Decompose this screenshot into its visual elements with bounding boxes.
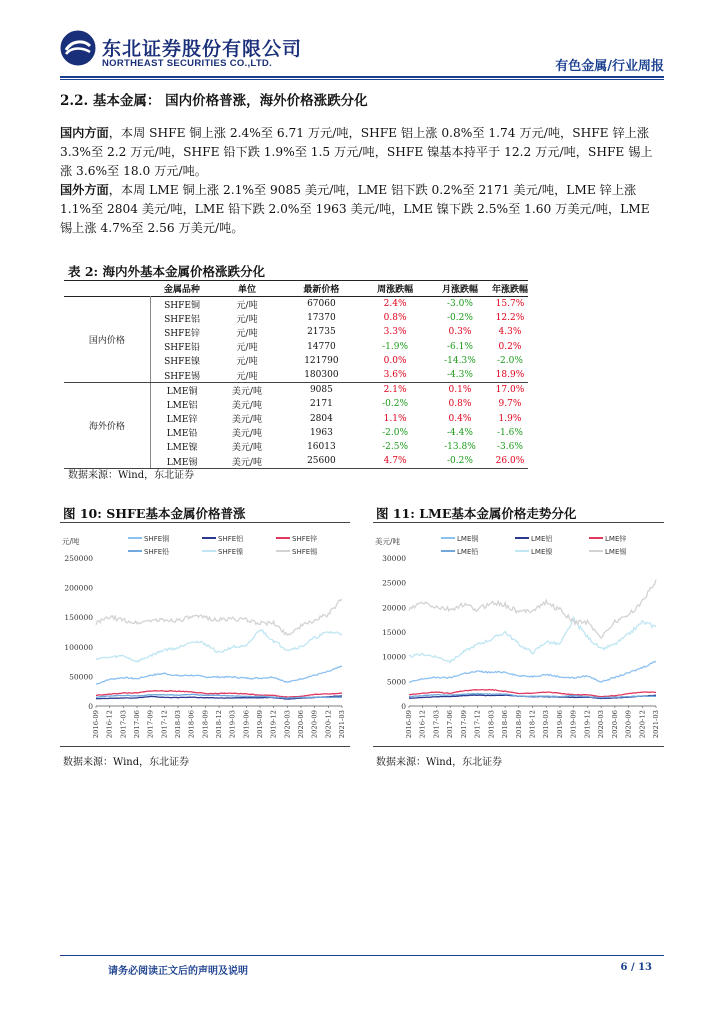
legend-label: LME镍 <box>531 548 553 556</box>
series-line <box>409 661 656 682</box>
series-line <box>409 580 656 638</box>
x-tick-label: 2018-12 <box>215 710 223 739</box>
domestic-paragraph <box>60 124 664 181</box>
table-cell-unit: 美元/吨 <box>213 454 280 469</box>
table-cell-unit: 元/吨 <box>236 357 258 368</box>
legend-label: SHFE锌 <box>292 535 318 543</box>
table-cell-unit: 美元/吨 <box>231 386 262 397</box>
table-cell-yr: 1.9% <box>498 413 522 424</box>
table-cell-wk: -0.2% <box>382 399 409 410</box>
overseas-text: ，本周 LME 铜上涨 2.1%至 9085 美元/吨，LME 铝下跌 0.2%至 2171 美元/吨，LME 锌上涨 1.1%至 2804 美元/吨，LME 铅下跌 2.0%至 1963 美元/吨，LME 镍下跌 2.5%至 1.60 万美元/吨，LME 锡上涨 4.7%至 2.56 万美元/吨。 <box>60 183 650 235</box>
y-tick-label: 200000 <box>64 583 93 593</box>
x-tick-label: 2017-12 <box>473 710 482 739</box>
domestic-text: ，本周 SHFE 铜上涨 2.4%至 6.71 万元/吨，SHFE 铝上涨 0.8%至 1.74 万元/吨，SHFE 锌上涨 3.3%至 2.2 万元/吨，SHFE 铅下跌 1.9%至 1.5 万元/吨，SHFE 镍基本持平于 12.2 万元/吨，SHFE 锡上涨 3.6%至 18.0 万元/吨。 <box>60 126 653 178</box>
x-tick-label: 2017-06 <box>446 710 455 739</box>
x-tick-label: 2019-12 <box>269 710 278 739</box>
group-label: 海外价格 <box>64 383 150 469</box>
fig11-divider <box>373 522 664 523</box>
table-cell-name: SHFE镍 <box>164 357 200 368</box>
table-cell-mo: -6.1% <box>447 341 473 352</box>
x-tick-label: 2018-03 <box>174 710 182 739</box>
fig10-title: 图 10: SHFE基本金属价格普涨 <box>63 506 246 521</box>
x-tick-label: 2020-09 <box>624 710 633 739</box>
x-tick-label: 2019-03 <box>542 710 551 739</box>
table-header-cell: 最新价格 <box>303 285 340 295</box>
table-cell-name: LME铅 <box>166 429 198 440</box>
x-tick-label: 2021-03 <box>652 710 660 739</box>
fig10-source: 数据来源：Wind，东北证券 <box>63 757 190 768</box>
x-tick-label: 2018-03 <box>487 710 496 739</box>
overseas-lead: 国外方面 <box>60 183 109 197</box>
x-tick-label: 2016-09 <box>405 710 413 739</box>
x-tick-label: 2017-03 <box>432 710 441 739</box>
table-cell-wk: 2.4% <box>383 299 407 310</box>
y-tick-label: 100000 <box>64 642 93 652</box>
x-tick-label: 2018-06 <box>187 710 196 739</box>
y-tick-label: 250000 <box>64 554 93 563</box>
x-tick-label: 2016-09 <box>92 710 100 739</box>
table-cell-price: 67060 <box>307 299 336 310</box>
table-cell-name: LME锡 <box>150 454 213 469</box>
table-cell-price: 9085 <box>309 385 333 396</box>
y-tick-label: 0 <box>88 702 93 711</box>
x-tick-label: 2018-06 <box>501 710 510 739</box>
metal-price-table <box>64 280 528 469</box>
table-cell-name: SHFE锌 <box>164 328 200 339</box>
header-divider <box>60 76 664 78</box>
table-cell-unit: 元/吨 <box>236 300 258 311</box>
table-cell-price: 1963 <box>309 427 333 438</box>
table-cell-price: 21735 <box>307 327 336 338</box>
table-cell-mo: -13.8% <box>444 441 476 452</box>
table-cell-name: LME铜 <box>166 386 198 397</box>
table-cell-wk: 1.1% <box>383 413 407 424</box>
legend-label: SHFE镍 <box>218 548 244 556</box>
footer-disclaimer-note: 请务必阅读正文后的声明及说明 <box>108 966 248 977</box>
table-cell-mo: -0.2% <box>447 313 473 324</box>
table-cell-unit: 美元/吨 <box>231 400 262 411</box>
table-cell-yr: -2.0% <box>497 355 523 366</box>
y-tick-label: 25000 <box>382 578 406 588</box>
table-cell-yr: 26.0% <box>492 454 528 469</box>
table-cell-mo: 0.4% <box>448 413 472 424</box>
y-tick-label: 0 <box>401 702 406 711</box>
x-tick-label: 2020-12 <box>324 710 333 739</box>
table-cell-name: LME锌 <box>166 415 198 426</box>
table-cell-wk: 0.0% <box>383 355 407 366</box>
table-header-row <box>64 281 528 297</box>
table-cell-yr: 15.7% <box>495 299 525 310</box>
x-tick-label: 2020-06 <box>610 710 619 739</box>
page-number: 6 / 13 <box>620 962 652 973</box>
table-cell-price: 121790 <box>304 355 339 366</box>
x-tick-label: 2019-03 <box>228 710 237 739</box>
x-tick-label: 2020-12 <box>638 710 647 739</box>
table-cell-price: 16013 <box>307 441 336 452</box>
x-tick-label: 2019-06 <box>555 710 564 739</box>
series-line <box>96 666 342 684</box>
table-cell-name: SHFE铝 <box>164 314 200 325</box>
x-tick-label: 2020-03 <box>597 710 606 739</box>
x-tick-label: 2017-12 <box>160 710 169 739</box>
table-header-cell <box>64 281 150 297</box>
table-cell-wk: 0.8% <box>383 313 407 324</box>
legend-label: SHFE铅 <box>144 548 170 556</box>
table-cell-name: SHFE铅 <box>164 343 200 354</box>
series-line <box>96 630 342 662</box>
table-cell-unit: 美元/吨 <box>231 415 262 426</box>
table-cell-unit: 元/吨 <box>213 368 280 383</box>
series-line <box>96 599 342 635</box>
table-cell-unit: 元/吨 <box>236 343 258 354</box>
table-cell-wk: 2.1% <box>383 385 407 396</box>
x-tick-label: 2017-09 <box>459 710 468 739</box>
table-row <box>64 383 528 398</box>
table-cell-wk: -1.9% <box>382 341 409 352</box>
table-cell-unit: 美元/吨 <box>231 429 262 440</box>
table-cell-unit: 元/吨 <box>236 314 258 325</box>
table-cell-price: 2171 <box>309 399 333 410</box>
table-cell-mo: -14.3% <box>444 355 476 366</box>
y-tick-label: 50000 <box>69 672 93 682</box>
y-tick-label: 10000 <box>382 652 406 662</box>
table-cell-mo: -4.4% <box>447 427 473 438</box>
fig10-bottom-divider <box>60 746 350 747</box>
x-tick-label: 2017-06 <box>133 710 141 739</box>
y-tick-label: 30000 <box>382 554 406 563</box>
overseas-paragraph <box>60 181 664 238</box>
x-tick-label: 2017-09 <box>146 710 155 739</box>
legend-label: SHFE锡 <box>292 548 318 556</box>
table-header-cell: 年涨跌幅 <box>491 285 528 295</box>
table-cell-yr: 0.2% <box>498 341 522 352</box>
table-cell-wk: 4.7% <box>362 454 428 469</box>
y-tick-label: 20000 <box>382 603 406 613</box>
table-cell-price: 2804 <box>309 413 333 424</box>
table-cell-wk: -2.5% <box>382 441 409 452</box>
table-cell-mo: -0.2% <box>428 454 492 469</box>
table-cell-name: LME铝 <box>166 400 198 411</box>
table-cell-yr: 18.9% <box>492 368 528 383</box>
table-cell-yr: 9.7% <box>498 399 522 410</box>
shfe-price-chart <box>60 528 350 743</box>
table-cell-mo: -3.0% <box>447 299 473 310</box>
table-header-cell: 周涨跌幅 <box>377 285 414 295</box>
legend-label: LME铝 <box>531 535 553 543</box>
x-tick-label: 2019-12 <box>583 710 592 739</box>
x-tick-label: 2020-09 <box>310 710 319 739</box>
table-cell-name: SHFE铜 <box>164 300 200 311</box>
table-cell-yr: 17.0% <box>495 385 525 396</box>
y-tick-label: 150000 <box>64 613 93 623</box>
lme-price-chart <box>373 528 664 743</box>
table-cell-mo: 0.1% <box>448 385 472 396</box>
table-cell-wk: 3.3% <box>383 327 407 338</box>
table-title: 表 2: 海内外基本金属价格涨跌分化 <box>68 264 266 279</box>
y-tick-label: 5000 <box>386 677 406 687</box>
legend-label: LME锌 <box>605 535 627 543</box>
y-unit-label: 元/吨 <box>62 537 80 546</box>
table-cell-wk: 3.6% <box>362 368 428 383</box>
table-cell-yr: 4.3% <box>498 327 522 338</box>
table-cell-price: 180300 <box>281 368 363 383</box>
group-label: 国内价格 <box>64 297 150 383</box>
company-name-cn: 东北证券股份有限公司 <box>102 38 303 60</box>
x-tick-label: 2020-03 <box>283 710 292 739</box>
x-tick-label: 2018-09 <box>201 710 210 739</box>
x-tick-label: 2016-12 <box>105 710 114 739</box>
y-unit-label: 美元/吨 <box>375 537 401 546</box>
table-header-cell: 月涨跌幅 <box>441 285 478 295</box>
table-cell-unit: 元/吨 <box>236 328 258 339</box>
table-cell-mo: -4.3% <box>428 368 492 383</box>
report-type: 有色金属/行业周报 <box>555 59 664 74</box>
x-tick-label: 2018-09 <box>514 710 523 739</box>
x-tick-label: 2019-09 <box>569 710 578 739</box>
table-cell-price: 25600 <box>281 454 363 469</box>
fig11-source: 数据来源：Wind，东北证券 <box>376 757 503 768</box>
table-source: 数据来源：Wind，东北证券 <box>68 470 195 481</box>
x-tick-label: 2016-12 <box>418 710 427 739</box>
company-logo-icon <box>60 30 96 66</box>
legend-label: LME锡 <box>605 548 627 556</box>
x-tick-label: 2020-06 <box>297 710 305 739</box>
domestic-lead: 国内方面 <box>60 126 109 140</box>
fig11-bottom-divider <box>373 746 664 747</box>
table-cell-mo: 0.3% <box>448 327 472 338</box>
table-cell-yr: -1.6% <box>497 427 523 438</box>
fig11-title: 图 11: LME基本金属价格走势分化 <box>376 506 577 521</box>
company-name-en: NORTHEAST SECURITIES CO.,LTD. <box>102 58 273 69</box>
table-cell-unit: 美元/吨 <box>231 443 262 454</box>
x-tick-label: 2021-03 <box>338 710 346 739</box>
table-cell-yr: -3.6% <box>497 441 523 452</box>
footer-divider <box>60 955 664 956</box>
x-tick-label: 2018-12 <box>528 710 537 739</box>
x-tick-label: 2019-06 <box>242 710 251 739</box>
table-header-cell: 单位 <box>237 285 256 295</box>
legend-label: SHFE铜 <box>144 535 170 543</box>
y-tick-label: 15000 <box>382 628 406 637</box>
x-tick-label: 2019-09 <box>256 710 264 739</box>
table-cell-name: LME镍 <box>166 443 198 454</box>
fig10-divider <box>60 522 350 523</box>
table-cell-name: SHFE锡 <box>150 368 213 383</box>
table-cell-wk: -2.0% <box>382 427 409 438</box>
section-title: 2.2. 基本金属： 国内价格普涨，海外价格涨跌分化 <box>60 93 368 109</box>
table-cell-mo: 0.8% <box>448 399 472 410</box>
series-line <box>409 618 656 663</box>
x-tick-label: 2017-03 <box>119 710 128 739</box>
table-header-cell: 金属品种 <box>163 285 200 295</box>
table-row <box>64 297 528 312</box>
legend-label: LME铅 <box>457 548 479 556</box>
table-cell-price: 17370 <box>307 313 336 324</box>
legend-label: LME铜 <box>457 535 479 543</box>
legend-label: SHFE铝 <box>218 535 244 543</box>
table-cell-price: 14770 <box>307 341 336 352</box>
header-divider-thin <box>60 79 664 80</box>
table-cell-yr: 12.2% <box>495 313 525 324</box>
